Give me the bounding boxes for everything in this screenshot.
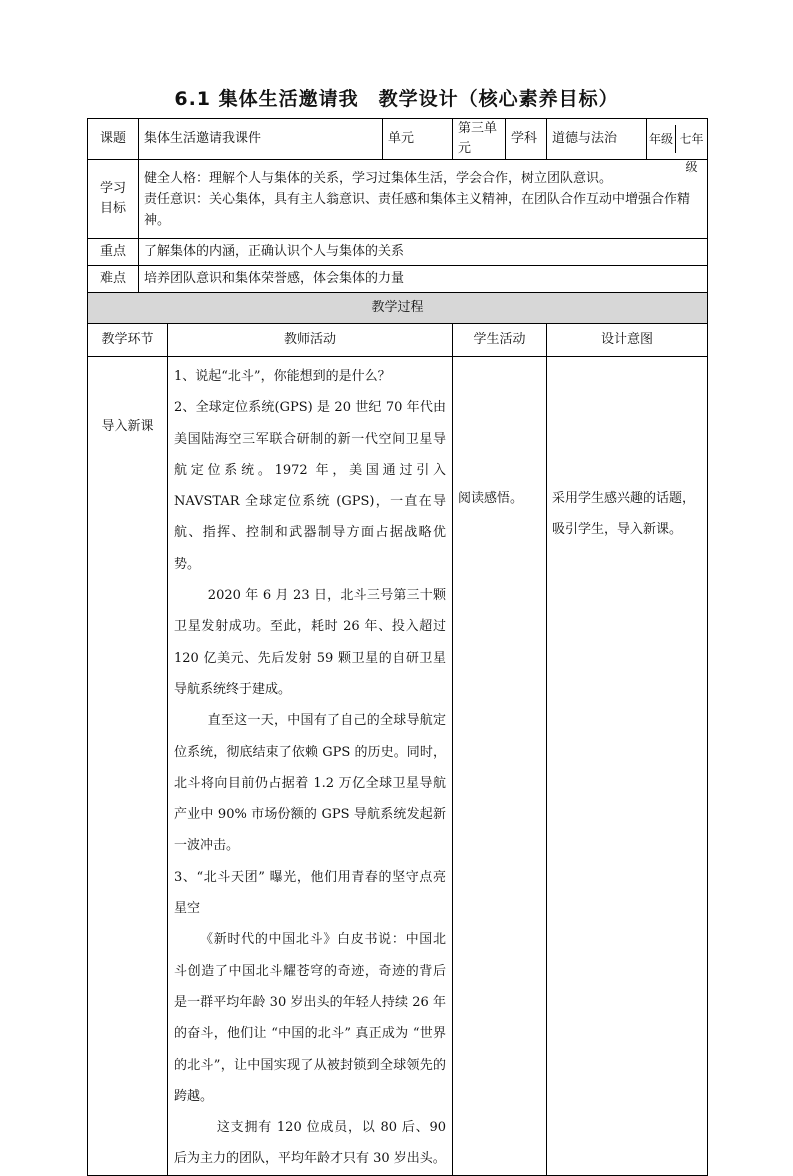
teacher-paragraph: 这支拥有 120 位成员，以 80 后、90 后为主力的团队，平均年龄才只有 30 岁出头。: [174, 1120, 446, 1167]
unit-label: 单元: [383, 119, 453, 160]
col-teacher-header: 教师活动: [168, 324, 453, 357]
teacher-paragraph: 3、“北斗天团” 曝光，他们用青春的坚守点亮星空: [174, 869, 446, 917]
col-student-header: 学生活动: [453, 324, 547, 357]
goals-content: [139, 160, 708, 239]
page-title: 6.1 集体生活邀请我 教学设计（核心素养目标）: [174, 88, 619, 110]
grade-cell: [647, 119, 708, 174]
col-design-header: 设计意图: [547, 324, 708, 357]
column-header-row: [88, 324, 708, 357]
difficulty-value: 培养团队意识和集体荣誉感，体会集体的力量: [139, 266, 708, 293]
goals-label-line1: 学习: [99, 181, 126, 196]
teacher-paragraph: 1、说起“北斗”，你能想到的是什么？: [174, 369, 391, 384]
goals-row: [88, 160, 708, 239]
goals-label-line2: 目标: [99, 201, 126, 216]
grade-label: 年级: [647, 125, 676, 153]
unit-value: 第三单元: [453, 119, 506, 160]
header-row: [88, 119, 708, 160]
goals-label: [88, 160, 139, 239]
subject-label: 学科: [506, 119, 547, 160]
teacher-activity-cell: [168, 357, 453, 1176]
key-point-value: 了解集体的内涵，正确认识个人与集体的关系: [139, 239, 708, 266]
topic-label: 课题: [88, 119, 139, 160]
process-header-row: [88, 293, 708, 324]
topic-value: 集体生活邀请我课件: [139, 119, 383, 160]
intro-row: [88, 357, 708, 1176]
lesson-plan-table: [87, 118, 708, 1176]
key-point-row: [88, 239, 708, 266]
grade-value: 七年级: [679, 132, 704, 174]
difficulty-label: 难点: [88, 266, 139, 293]
teacher-paragraph: 2、全球定位系统(GPS) 是 20 世纪 70 年代由美国陆海空三军联合研制的新一代空间卫星导航定位系统。1972 年，美国通过引入 NAVSTAR 全球定位系统 (GPS)，一直在导航、指挥、控制和武器制导方面占据战略优势。: [174, 400, 446, 572]
goal-responsibility: 责任意识：关心集体，具有主人翁意识、责任感和集体主义精神，在团队合作互动中增强合作精神。: [144, 191, 691, 228]
teacher-paragraph: 《新时代的中国北斗》白皮书说：中国北斗创造了中国北斗耀苍穹的奇迹，奇迹的背后是一群平均年龄 30 岁出头的年轻人持续 26 年的奋斗，他们让 “中国的北斗” 真正成为 “世界的北斗”，让中国实现了从被封锁到全球领先的跨越。: [174, 932, 446, 1104]
student-activity-cell: 阅读感悟。: [453, 357, 547, 1176]
goal-personality: 健全人格：理解个人与集体的关系，学习过集体生活，学会合作，树立团队意识。: [144, 170, 613, 186]
subject-value: 道德与法治: [547, 119, 647, 160]
process-header: 教学过程: [88, 293, 708, 324]
difficulty-row: [88, 266, 708, 293]
teacher-paragraph: 直至这一天，中国有了自己的全球导航定位系统，彻底结束了依赖 GPS 的历史。同时，北斗将向目前仍占据着 1.2 万亿全球卫星导航产业中 90% 市场份额的 GPS 导航系统发起新一波冲击。: [174, 713, 446, 854]
stage-cell: 导入新课: [88, 357, 168, 1176]
teacher-paragraph: 2020 年 6 月 23 日，北斗三号第三十颗卫星发射成功。至此，耗时 26 年、投入超过 120 亿美元、先后发射 59 颗卫星的自研卫星导航系统终于建成。: [174, 588, 446, 697]
design-intent-cell: 采用学生感兴趣的话题，吸引学生，导入新课。: [547, 357, 708, 1176]
key-point-label: 重点: [88, 239, 139, 266]
col-stage-header: 教学环节: [88, 324, 168, 357]
